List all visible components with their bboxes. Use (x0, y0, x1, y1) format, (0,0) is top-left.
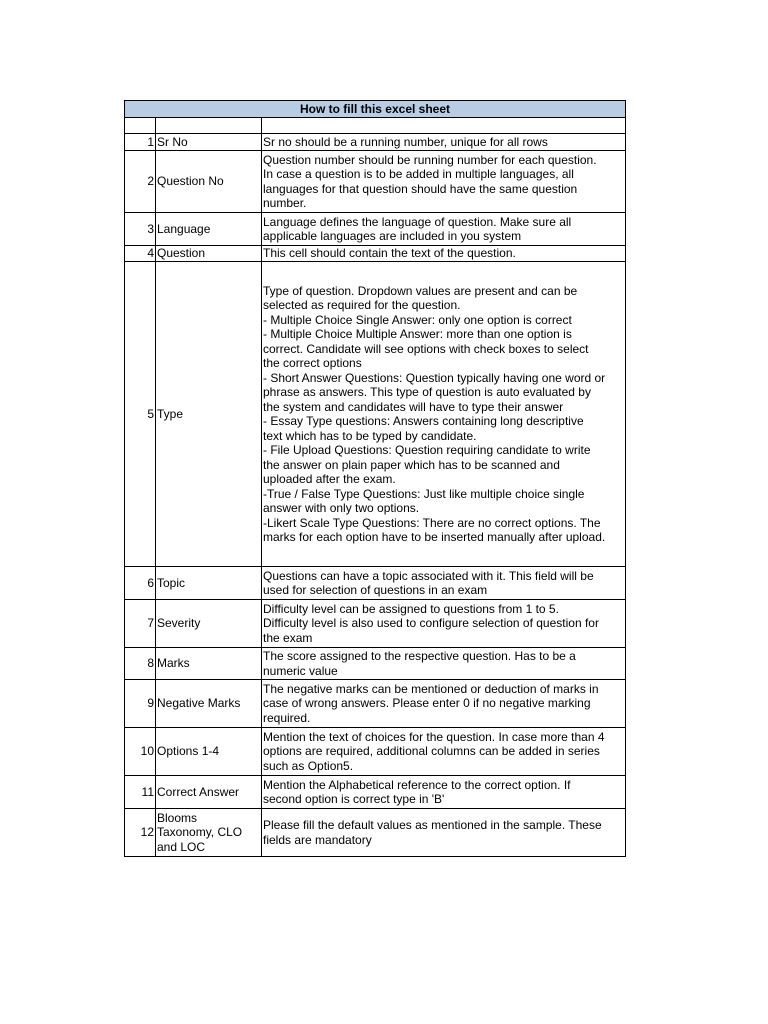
table-row (125, 600, 626, 648)
row-number: 10 (125, 728, 156, 776)
field-name: Correct Answer (156, 776, 262, 809)
table-row (125, 134, 626, 151)
field-description: This cell should contain the text of the question. (262, 246, 626, 262)
table-row (125, 262, 626, 567)
field-description: Difficulty level can be assigned to questions from 1 to 5. Difficulty level is also used to configure selection of question for the exam (262, 600, 626, 648)
field-description: Language defines the language of question. Make sure all applicable languages are included in you system (262, 213, 626, 246)
field-description: Questions can have a topic associated with it. This field will be used for selection of questions in an exam (262, 567, 626, 600)
row-number: 6 (125, 567, 156, 600)
table-row (125, 567, 626, 600)
field-description: The negative marks can be mentioned or deduction of marks in case of wrong answers. Please enter 0 if no negative marking required. (262, 680, 626, 728)
field-name: Severity (156, 600, 262, 648)
row-number: 12 (125, 809, 156, 857)
sheet-title: How to fill this excel sheet (125, 101, 626, 118)
field-description: Mention the Alphabetical reference to the correct option. If second option is correct type in 'B' (262, 776, 626, 809)
title-row (125, 101, 626, 118)
field-name: Negative Marks (156, 680, 262, 728)
field-description: Type of question. Dropdown values are present and can be selected as required for the question. - Multiple Choice Single Answer: only one option is correct - Multiple Choice Multiple Answer: more than one option is correct. Candidate will see options with check boxes to select the correct options - Short Answer Questions: Question typically having one word or phrase as answers. This type of question is auto evaluated by the system and candidates will have to type their answer - Essay Type questions: Answers containing long descriptive text which has to be typed by candidate. - File Upload Questions: Question requiring candidate to write the answer on plain paper which has to be scanned and uploaded after the exam. -True / False Type Questions: Just like multiple choice single answer with only two options. -Likert Scale Type Questions: There are no correct options. The marks for each option have to be inserted manually after upload. (262, 262, 626, 567)
field-name: Type (156, 262, 262, 567)
row-number: 5 (125, 262, 156, 567)
blank-cell (262, 118, 626, 134)
field-description: Question number should be running number for each question. In case a question is to be added in multiple languages, all languages for that question should have the same question number. (262, 151, 626, 213)
table-row (125, 680, 626, 728)
table-row (125, 728, 626, 776)
field-name: Marks (156, 648, 262, 680)
row-number: 7 (125, 600, 156, 648)
table-row (125, 776, 626, 809)
table-row (125, 213, 626, 246)
row-number: 9 (125, 680, 156, 728)
table-row (125, 809, 626, 857)
instructions-table (124, 100, 626, 857)
blank-cell (125, 118, 156, 134)
blank-cell (156, 118, 262, 134)
field-name: Options 1-4 (156, 728, 262, 776)
row-number: 8 (125, 648, 156, 680)
row-number: 11 (125, 776, 156, 809)
row-number: 4 (125, 246, 156, 262)
field-name: Sr No (156, 134, 262, 151)
row-number: 1 (125, 134, 156, 151)
table-row (125, 151, 626, 213)
row-number: 3 (125, 213, 156, 246)
blank-row (125, 118, 626, 134)
field-name: Blooms Taxonomy, CLO and LOC (156, 809, 262, 857)
field-description: Mention the text of choices for the question. In case more than 4 options are required, additional columns can be added in series such as Option5. (262, 728, 626, 776)
field-description: Sr no should be a running number, unique for all rows (262, 134, 626, 151)
field-name: Question (156, 246, 262, 262)
table-row (125, 648, 626, 680)
field-name: Language (156, 213, 262, 246)
field-description: Please fill the default values as mentioned in the sample. These fields are mandatory (262, 809, 626, 857)
field-description: The score assigned to the respective question. Has to be a numeric value (262, 648, 626, 680)
field-name: Topic (156, 567, 262, 600)
field-name: Question No (156, 151, 262, 213)
row-number: 2 (125, 151, 156, 213)
table-row (125, 246, 626, 262)
